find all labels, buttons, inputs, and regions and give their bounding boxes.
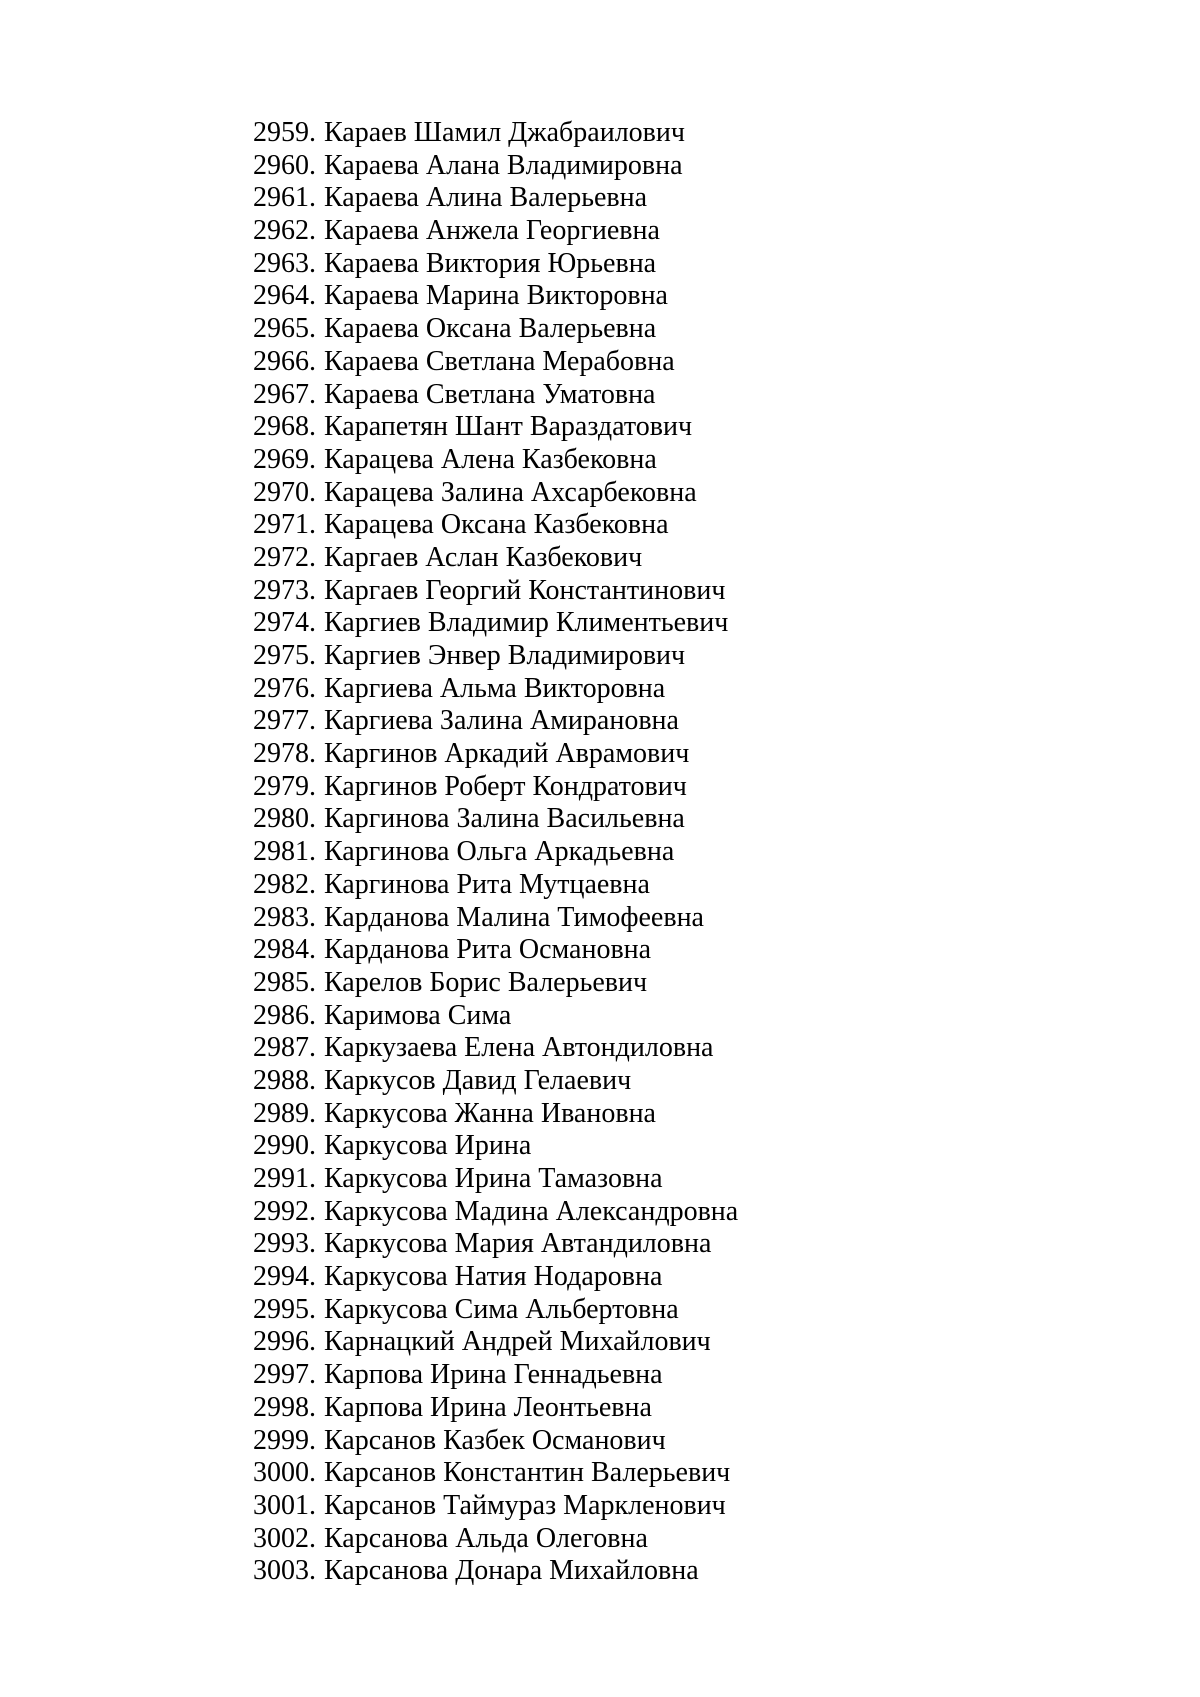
item-number: 2980. — [253, 803, 316, 835]
person-name: Караева Виктория Юрьевна — [324, 247, 657, 279]
person-name: Карсанов Константин Валерьевич — [324, 1457, 731, 1489]
person-name: Караева Анжела Георгиевна — [324, 215, 660, 247]
list-item — [246, 705, 738, 738]
person-name: Каргиева Залина Амирановна — [324, 705, 679, 737]
person-name: Карсанова Донара Михайловна — [324, 1555, 699, 1587]
person-name: Каркусова Ирина Тамазовна — [324, 1163, 663, 1194]
person-name: Каркусова Натия Нодаровна — [324, 1261, 663, 1293]
item-number: 2970. — [253, 476, 316, 508]
item-number: 2998. — [253, 1391, 316, 1423]
item-number: 2976. — [253, 672, 316, 704]
list-item — [246, 182, 738, 215]
person-name: Каргинова Рита Мутцаевна — [324, 868, 650, 900]
person-name: Каркусова Мария Автандиловна — [324, 1228, 712, 1260]
item-number: 2968. — [253, 411, 316, 443]
list-item — [246, 117, 738, 150]
list-item — [246, 477, 738, 510]
person-name: Карпова Ирина Леонтьевна — [324, 1391, 652, 1423]
person-name: Караева Оксана Валерьевна — [324, 313, 657, 345]
list-item — [246, 1425, 738, 1458]
person-name: Карацева Залина Ахсарбековна — [324, 476, 697, 508]
person-name: Каргинова Залина Васильевна — [324, 803, 685, 835]
list-item — [246, 280, 738, 313]
person-name: Каркусова Сима Альбертовна — [324, 1293, 679, 1325]
person-name: Караева Светлана Уматовна — [324, 378, 656, 410]
list-item — [246, 1523, 738, 1556]
list-item — [246, 869, 738, 902]
list-item — [246, 248, 738, 281]
person-name: Карсанов Казбек Османович — [324, 1424, 666, 1456]
list-item — [246, 1457, 738, 1490]
list-item — [246, 1000, 738, 1033]
list-item — [246, 215, 738, 248]
item-number: 3002. — [253, 1522, 316, 1554]
person-name: Карсанова Альда Олеговна — [324, 1522, 648, 1554]
list-item — [246, 607, 738, 640]
list-item — [246, 1228, 738, 1261]
item-number: 3003. — [253, 1555, 316, 1587]
item-number: 2977. — [253, 705, 316, 737]
person-name: Карнацкий Андрей Михайлович — [324, 1326, 711, 1358]
person-name: Каркузаева Елена Автондиловна — [324, 1032, 714, 1064]
item-number: 2993. — [253, 1228, 316, 1260]
person-name: Карапетян Шант Вараздатович — [324, 411, 693, 443]
item-number: 2989. — [253, 1097, 316, 1129]
item-number: 2992. — [253, 1195, 316, 1227]
item-number: 2986. — [253, 999, 316, 1031]
person-name: Каргиев Энвер Владимирович — [324, 640, 686, 671]
person-name: Карацева Алена Казбековна — [324, 443, 657, 475]
item-number: 2982. — [253, 868, 316, 900]
list-item — [246, 1294, 738, 1327]
list-item — [246, 444, 738, 477]
item-number: 2979. — [253, 770, 316, 802]
item-number: 2960. — [253, 149, 316, 181]
item-number: 2962. — [253, 215, 316, 247]
person-name: Каркусова Ирина — [324, 1130, 532, 1162]
list-item — [246, 1490, 738, 1523]
name-list — [246, 117, 738, 1588]
person-name: Карданова Малина Тимофеевна — [324, 901, 704, 933]
item-number: 2978. — [253, 738, 316, 770]
person-name: Карсанов Таймураз Маркленович — [324, 1489, 726, 1521]
list-item — [246, 934, 738, 967]
list-item — [246, 313, 738, 346]
list-item — [246, 1163, 738, 1196]
item-number: 2967. — [253, 378, 316, 410]
item-number: 3000. — [253, 1457, 316, 1489]
list-item — [246, 575, 738, 608]
list-item — [246, 379, 738, 412]
list-item — [246, 1392, 738, 1425]
list-item — [246, 1261, 738, 1294]
item-number: 2983. — [253, 901, 316, 933]
item-number: 2997. — [253, 1359, 316, 1391]
list-item — [246, 738, 738, 771]
item-number: 2961. — [253, 182, 316, 214]
item-number: 2988. — [253, 1064, 316, 1096]
list-item — [246, 1032, 738, 1065]
person-name: Каргинов Аркадий Аврамович — [324, 738, 690, 770]
list-item — [246, 346, 738, 379]
item-number: 2963. — [253, 247, 316, 279]
person-name: Караев Шамил Джабраилович — [324, 117, 685, 148]
person-name: Караева Алина Валерьевна — [324, 182, 648, 214]
item-number: 2984. — [253, 934, 316, 966]
list-item — [246, 1098, 738, 1131]
item-number: 2994. — [253, 1261, 316, 1293]
person-name: Каргинов Роберт Кондратович — [324, 770, 687, 802]
person-name: Каргиев Владимир Климентьевич — [324, 607, 729, 639]
list-item — [246, 902, 738, 935]
person-name: Карацева Оксана Казбековна — [324, 509, 669, 541]
item-number: 3001. — [253, 1489, 316, 1521]
list-item — [246, 836, 738, 869]
person-name: Караева Алана Владимировна — [324, 149, 683, 181]
item-number: 2973. — [253, 574, 316, 606]
list-item — [246, 1196, 738, 1229]
item-number: 2964. — [253, 280, 316, 312]
person-name: Каргаев Георгий Константинович — [324, 574, 726, 606]
list-item — [246, 150, 738, 183]
list-item — [246, 967, 738, 1000]
item-number: 2981. — [253, 836, 316, 868]
person-name: Каркусова Мадина Александровна — [324, 1195, 739, 1227]
item-number: 2996. — [253, 1326, 316, 1358]
item-number: 2959. — [253, 117, 316, 148]
person-name: Каргаев Аслан Казбекович — [324, 541, 643, 573]
list-item — [246, 1130, 738, 1163]
person-name: Карпова Ирина Геннадьевна — [324, 1359, 663, 1391]
list-item — [246, 1359, 738, 1392]
list-item — [246, 640, 738, 673]
person-name: Караева Светлана Мерабовна — [324, 345, 675, 377]
item-number: 2972. — [253, 541, 316, 573]
person-name: Каркусова Жанна Ивановна — [324, 1097, 656, 1129]
list-item — [246, 411, 738, 444]
item-number: 2974. — [253, 607, 316, 639]
person-name: Каримова Сима — [324, 999, 512, 1031]
list-item — [246, 542, 738, 575]
person-name: Карданова Рита Османовна — [324, 934, 652, 966]
item-number: 2987. — [253, 1032, 316, 1064]
person-name: Карелов Борис Валерьевич — [324, 966, 648, 998]
item-number: 2999. — [253, 1424, 316, 1456]
list-item — [246, 673, 738, 706]
list-item — [246, 1555, 738, 1588]
person-name: Каргиева Альма Викторовна — [324, 672, 666, 704]
person-name: Каркусов Давид Гелаевич — [324, 1064, 632, 1096]
person-name: Караева Марина Викторовна — [324, 280, 668, 312]
list-item — [246, 509, 738, 542]
item-number: 2991. — [253, 1163, 316, 1194]
item-number: 2969. — [253, 443, 316, 475]
list-item — [246, 803, 738, 836]
list-item — [246, 771, 738, 804]
item-number: 2985. — [253, 966, 316, 998]
item-number: 2975. — [253, 640, 316, 671]
item-number: 2971. — [253, 509, 316, 541]
item-number: 2990. — [253, 1130, 316, 1162]
item-number: 2995. — [253, 1293, 316, 1325]
person-name: Каргинова Ольга Аркадьевна — [324, 836, 675, 868]
item-number: 2966. — [253, 345, 316, 377]
list-item — [246, 1326, 738, 1359]
list-item — [246, 1065, 738, 1098]
item-number: 2965. — [253, 313, 316, 345]
